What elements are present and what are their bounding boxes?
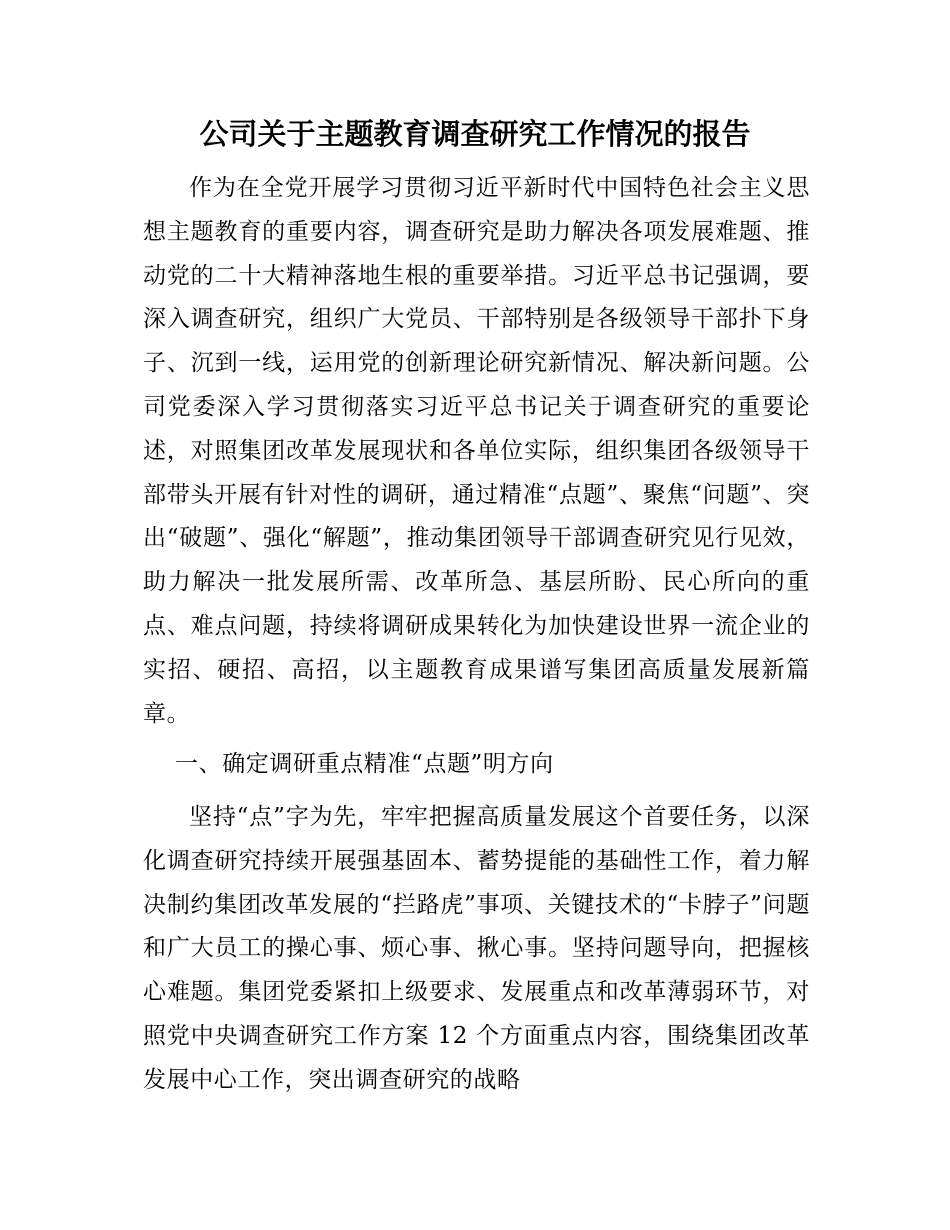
intro-paragraph: 作为在全党开展学习贯彻习近平新时代中国特色社会主义思想主题教育的重要内容，调查研究是助力解决各项发展难题、推动党的二十大精神落地生根的重要举措。习近平总书记强调，要深入调查研究，组织广大党员、干部特别是各级领导干部扑下身子、沉到一线，运用党的创新理论研究新情况、解决新问题。公司党委深入学习贯彻落实习近平总书记关于调查研究的重要论述，对照集团改革发展现状和各单位实际，组织集团各级领导干部带头开展有针对性的调研，通过精准“点题”、聚焦“问题”、突出“破题”、强化“解题”，推动集团领导干部调查研究见行见效，助力解决一批发展所需、改革所急、基层所盼、民心所向的重点、难点问题，持续将调研成果转化为加快建设世界一流企业的实招、硬招、高招，以主题教育成果谱写集团高质量发展新篇章。 [143, 175, 810, 727]
section-heading: 一、确定调研重点精准“点题”明方向 [175, 751, 554, 777]
document-title: 公司关于主题教育调查研究工作情况的报告 [199, 117, 751, 151]
section-paragraph: 坚持“点”字为先，牢牢把握高质量发展这个首要任务，以深化调查研究持续开展强基固本、蓄势提能的基础性工作，着力解决制约集团改革发展的“拦路虎”事项、关键技术的“卡脖子”问题和广大员工的操心事、烦心事、揪心事。坚持问题导向，把握核心难题。集团党委紧扣上级要求、发展重点和改革薄弱环节，对照党中央调查研究工作方案 12 个方面重点内容，围绕集团改革发展中心工作，突出调查研究的战略 [143, 804, 810, 1093]
